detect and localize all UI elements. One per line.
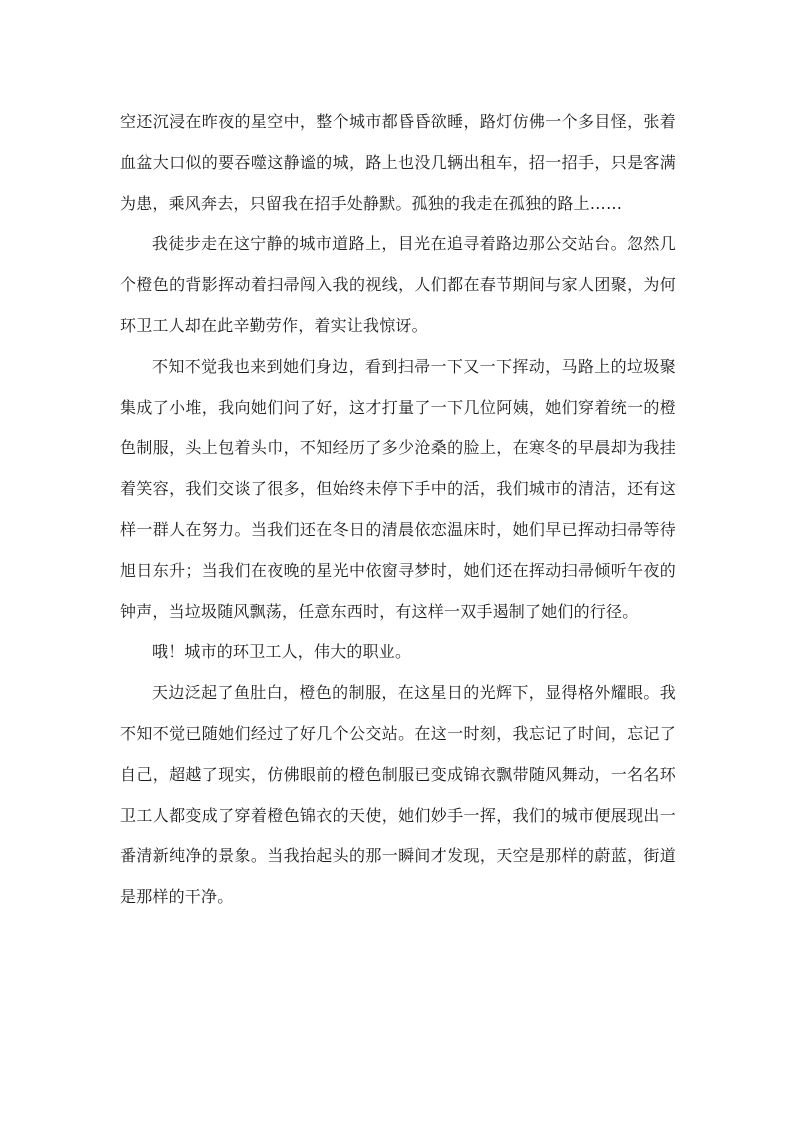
paragraph-4: 哦！城市的环卫工人，伟大的职业。 [152,642,412,662]
paragraph-5: 天边泛起了鱼肚白，橙色的制服，在这星日的光辉下，显得格外耀眼。我不知不觉已随她们经过了好几个公交站。在这一时刻，我忘记了时间，忘记了自己，超越了现实，仿佛眼前的橙色制服已变成锦衣飘带随风舞动，一名名环卫工人都变成了穿着橙色锦衣的天使，她们妙手一挥，我们的城市便展现出一番清新纯净的景象。当我抬起头的那一瞬间才发现，天空是那样的蔚蓝，街道是那样的干净。 [120,683,676,907]
paragraph-2: 我徒步走在这宁静的城市道路上，目光在追寻着路边那公交站台。忽然几个橙色的背影挥动着扫帚闯入我的视线，人们都在春节期间与家人团聚，为何环卫工人却在此辛勤劳作，着实让我惊讶。 [120,234,676,335]
paragraph-1: 空还沉浸在昨夜的星空中，整个城市都昏昏欲睡，路灯仿佛一个多目怪，张着血盆大口似的要吞噬这静谧的城，路上也没几辆出租车，招一招手，只是客满为患，乘风奔去，只留我在招手处静默。孤独的我走在孤独的路上…… [120,112,676,213]
paragraph-3: 不知不觉我也来到她们身边，看到扫帚一下又一下挥动，马路上的垃圾聚集成了小堆，我向她们问了好，这才打量了一下几位阿姨，她们穿着统一的橙色制服，头上包着头巾，不知经历了多少沧桑的脸上，在寒冬的早晨却为我挂着笑容，我们交谈了很多，但始终未停下手中的活，我们城市的清洁，还有这样一群人在努力。当我们还在冬日的清晨依恋温床时，她们早已挥动扫帚等待旭日东升；当我们在夜晚的星光中依窗寻梦时，她们还在挥动扫帚倾听午夜的钟声，当垃圾随风飘荡，任意东西时，有这样一双手遏制了她们的行径。 [120,356,676,621]
document-body [120,102,676,918]
